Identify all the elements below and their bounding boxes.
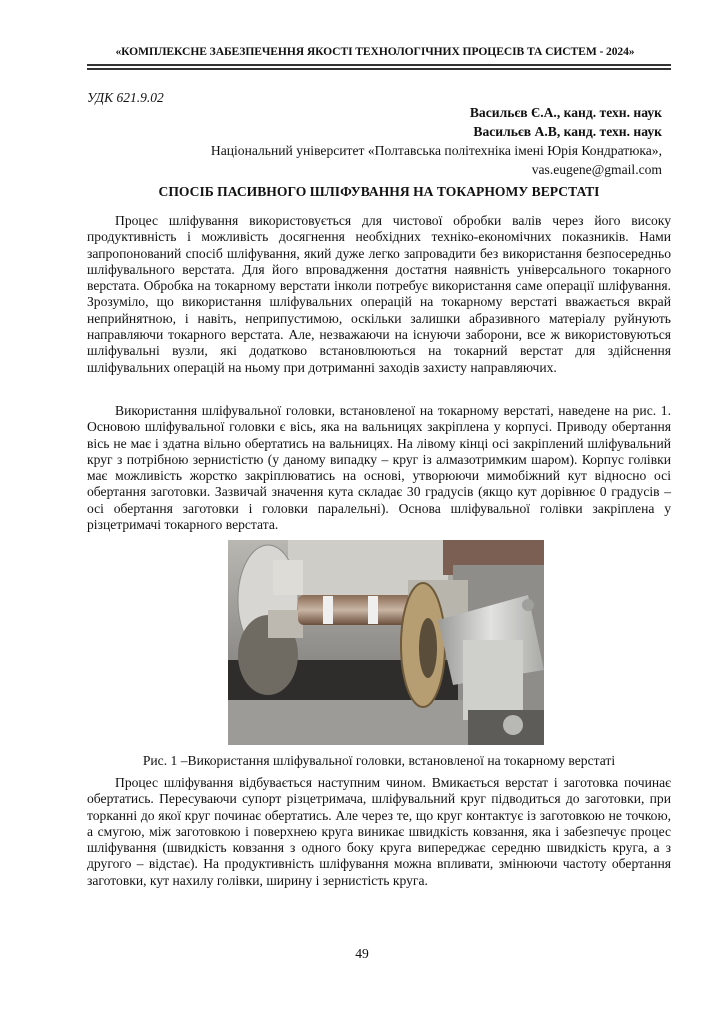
lathe-photo-illustration [228,540,544,745]
udk-code: УДК 621.9.02 [87,90,164,105]
paragraph-3: Процес шліфування відбувається наступним чином. Вмикається верстат і заготовка починає обертатись. Пересуваючи супорт різцетримача, шліфувальний круг підводиться до заготовки, при торканні до якої круг починає обертатись. Але через те, що круг контактує із заготовкою не точкою, а смугою, між заготовкою і поверхнею круга виникає швидкість ковзання, яка і забезпечує процес шліфування (швидкість ковзання з одного боку круга випереджає середню швидкість круга, а з другого – відстає). На продуктивність шліфування можна впливати, змінюючи частоту обертання заготовки, кут нахилу голівки, ширину і зернистість круга. [87,775,671,888]
author-1: Васильєв Є.А., канд. техн. наук [469,105,662,120]
author-email: vas.eugene@gmail.com [531,162,662,177]
header-rule-top [87,64,671,66]
paragraph-1: Процес шліфування використовується для чистової обробки валів через його високу продуктивність і можливість досягнення необхідних техніко-економічних показників. Нами запропонований спосіб шліфування, який дуже легко запровадити без використання безпосередньо шліфувального верстата. Для його впровадження достатня наявність універсального токарного верстата. Обробка на токарному верстати інколи потребує використання саме операції шліфування. Зрозуміло, що використання шліфувальних операцій на токарному верстаті вважається вкрай неприйнятною, і навіть, неприпустимою, оскільки залишки абразивного матеріалу руйнують направляючи токарного верстата. Але, незважаючи на існуючи заборони, все ж використовуються шліфувальні вузли, які додатково встановлюються на токарний верстат для здійснення шліфувальних операцій на ньому при дотриманні заходів захисту направляючих. [87,213,671,375]
figure-caption: Рис. 1 –Використання шліфувальної головки, встановленої на токарному верстаті [142,753,616,768]
figure-photo-grinding-head [228,540,544,745]
page-number: 49 [355,946,369,961]
affiliation: Національний університет «Полтавська політехніка імені Юрія Кондратюка», [210,143,662,158]
author-2: Васильєв А.В, канд. техн. наук [473,124,662,139]
article-title: СПОСІБ ПАСИВНОГО ШЛІФУВАННЯ НА ТОКАРНОМУ ВЕРСТАТІ [158,184,600,199]
conference-header: «КОМПЛЕКСНЕ ЗАБЕЗПЕЧЕННЯ ЯКОСТІ ТЕХНОЛОГІЧНИХ ПРОЦЕСІВ ТА СИСТЕМ - 2024» [115,45,635,58]
paragraph-2: Використання шліфувальної головки, встановленої на токарному верстаті, наведене на рис. 1. Основою шліфувальної головки є вісь, яка на вальницях закріплена у корпусі. Приводу обертання вісь не має і здатна вільно обертатись на вальницях. На лівому кінці осі закріплений шліфувальний круг з потрібною зернистістю (у даному випадку – круг із алмазотримким шаром). Корпус голівки має можливість жорстко закріплюватись на основі, утворюючи мимобіжний кут відносно осі обертання заготовки. Зазвичай значення кута складає 30 градусів (якщо кут дорівнює 0 градусів – осі обертання заготовки і головки паралельні). Основа шліфувальної голівки закріплена у різцетримачі токарного верстата. [87,403,671,533]
header-rule-bottom [87,68,671,70]
author-block [211,103,662,179]
